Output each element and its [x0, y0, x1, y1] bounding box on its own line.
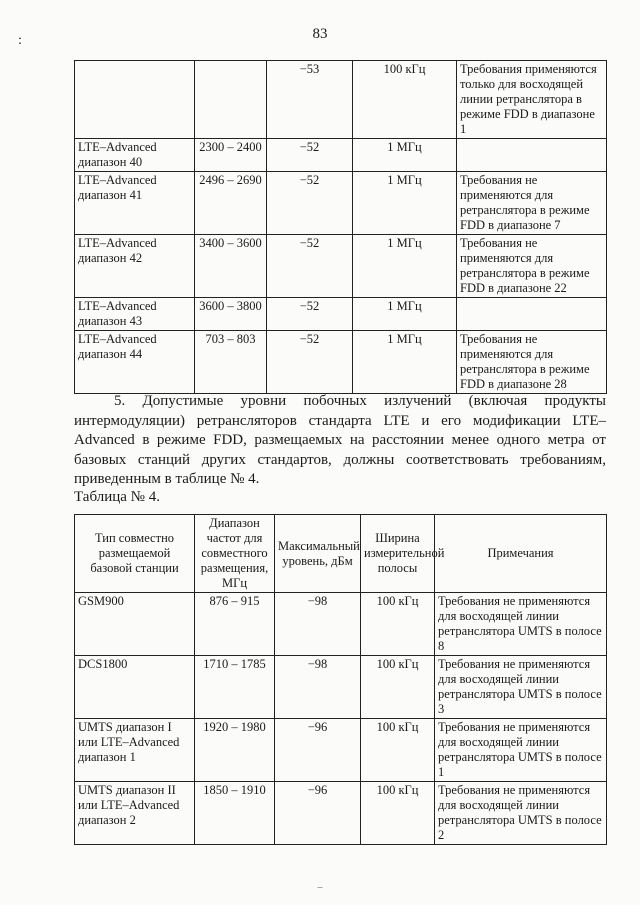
paragraph-5: 5. Допустимые уровни побочных излучений (включая продукты интермодуляции) ретрансляторов стандарта LTE и его модификации LTE–Advanced в режиме FDD, размещаемых на расстоянии менее одного метра от базовых станций других стандартов, должны соответствовать требованиям, приведенным в таблице № 4.	[74, 393, 606, 487]
table-header-row	[75, 515, 607, 593]
cell-level: −96	[275, 782, 361, 845]
margin-marks: :	[18, 33, 42, 48]
header-bandwidth: Ширина измерительной полосы	[361, 515, 435, 593]
cell-notes: Требования не применяются для восходящей линии ретранслятора UMTS в полосе 8	[435, 593, 607, 656]
cell-level: −52	[267, 298, 353, 331]
cell-bandwidth: 1 МГц	[353, 139, 457, 172]
cell-notes: Требования не применяются для восходящей линии ретранслятора UMTS в полосе 2	[435, 782, 607, 845]
cell-bandwidth: 1 МГц	[353, 235, 457, 298]
cell-notes: Требования применяются только для восходящей линии ретранслятора в режиме FDD в диапазоне 1	[457, 61, 607, 139]
cell-bandwidth: 100 кГц	[361, 656, 435, 719]
cell-bandwidth: 1 МГц	[353, 172, 457, 235]
cell-type: LTE–Advanced диапазон 42	[75, 235, 195, 298]
cell-level: −52	[267, 172, 353, 235]
cell-type: UMTS диапазон II или LTE–Advanced диапазон 2	[75, 782, 195, 845]
cell-type: LTE–Advanced диапазон 41	[75, 172, 195, 235]
cell-level: −98	[275, 656, 361, 719]
table-4	[74, 514, 607, 845]
cell-notes: Требования не применяются для восходящей линии ретранслятора UMTS в полосе 3	[435, 656, 607, 719]
table-row	[75, 782, 607, 845]
cell-level: −52	[267, 139, 353, 172]
cell-level: −52	[267, 235, 353, 298]
cell-notes: Требования не применяются для ретранслятора в режиме FDD в диапазоне 22	[457, 235, 607, 298]
page-number: 83	[312, 26, 328, 42]
header-range: Диапазон частот для совместного размещения, МГц	[195, 515, 275, 593]
cell-type: DCS1800	[75, 656, 195, 719]
cell-level: −96	[275, 719, 361, 782]
bottom-mark: –	[317, 882, 323, 893]
table-row	[75, 298, 607, 331]
cell-range: 1710 – 1785	[195, 656, 275, 719]
table-row	[75, 235, 607, 298]
table-row	[75, 61, 607, 139]
cell-range: 2300 – 2400	[195, 139, 267, 172]
cell-range: 703 – 803	[195, 331, 267, 394]
cell-range: 1850 – 1910	[195, 782, 275, 845]
cell-notes: Требования не применяются для ретранслятора в режиме FDD в диапазоне 7	[457, 172, 607, 235]
cell-range: 2496 – 2690	[195, 172, 267, 235]
table-row	[75, 172, 607, 235]
header-level: Максимальный уровень, дБм	[275, 515, 361, 593]
cell-notes	[457, 298, 607, 331]
cell-type: UMTS диапазон I или LTE–Advanced диапазон 1	[75, 719, 195, 782]
cell-bandwidth: 100 кГц	[361, 593, 435, 656]
cell-notes: Требования не применяются для восходящей линии ретранслятора UMTS в полосе 1	[435, 719, 607, 782]
table-row	[75, 139, 607, 172]
spurious-emissions-table-continued	[74, 60, 607, 394]
cell-level: −53	[267, 61, 353, 139]
table-row	[75, 656, 607, 719]
cell-bandwidth: 1 МГц	[353, 298, 457, 331]
cell-bandwidth: 100 кГц	[361, 782, 435, 845]
cell-range: 1920 – 1980	[195, 719, 275, 782]
cell-level: −98	[275, 593, 361, 656]
cell-bandwidth: 1 МГц	[353, 331, 457, 394]
table-row	[75, 593, 607, 656]
cell-range: 3400 – 3600	[195, 235, 267, 298]
cell-level: −52	[267, 331, 353, 394]
cell-bandwidth: 100 кГц	[361, 719, 435, 782]
cell-type: LTE–Advanced диапазон 43	[75, 298, 195, 331]
cell-type	[75, 61, 195, 139]
cell-type: LTE–Advanced диапазон 40	[75, 139, 195, 172]
table-caption: Таблица № 4.	[74, 489, 160, 505]
cell-range: 876 – 915	[195, 593, 275, 656]
cell-type: LTE–Advanced диапазон 44	[75, 331, 195, 394]
cell-notes: Требования не применяются для ретранслятора в режиме FDD в диапазоне 28	[457, 331, 607, 394]
cell-range: 3600 – 3800	[195, 298, 267, 331]
cell-type: GSM900	[75, 593, 195, 656]
cell-range	[195, 61, 267, 139]
table-row	[75, 331, 607, 394]
header-type: Тип совместно размещаемой базовой станции	[75, 515, 195, 593]
table-row	[75, 719, 607, 782]
cell-notes	[457, 139, 607, 172]
header-notes: Примечания	[435, 515, 607, 593]
cell-bandwidth: 100 кГц	[353, 61, 457, 139]
